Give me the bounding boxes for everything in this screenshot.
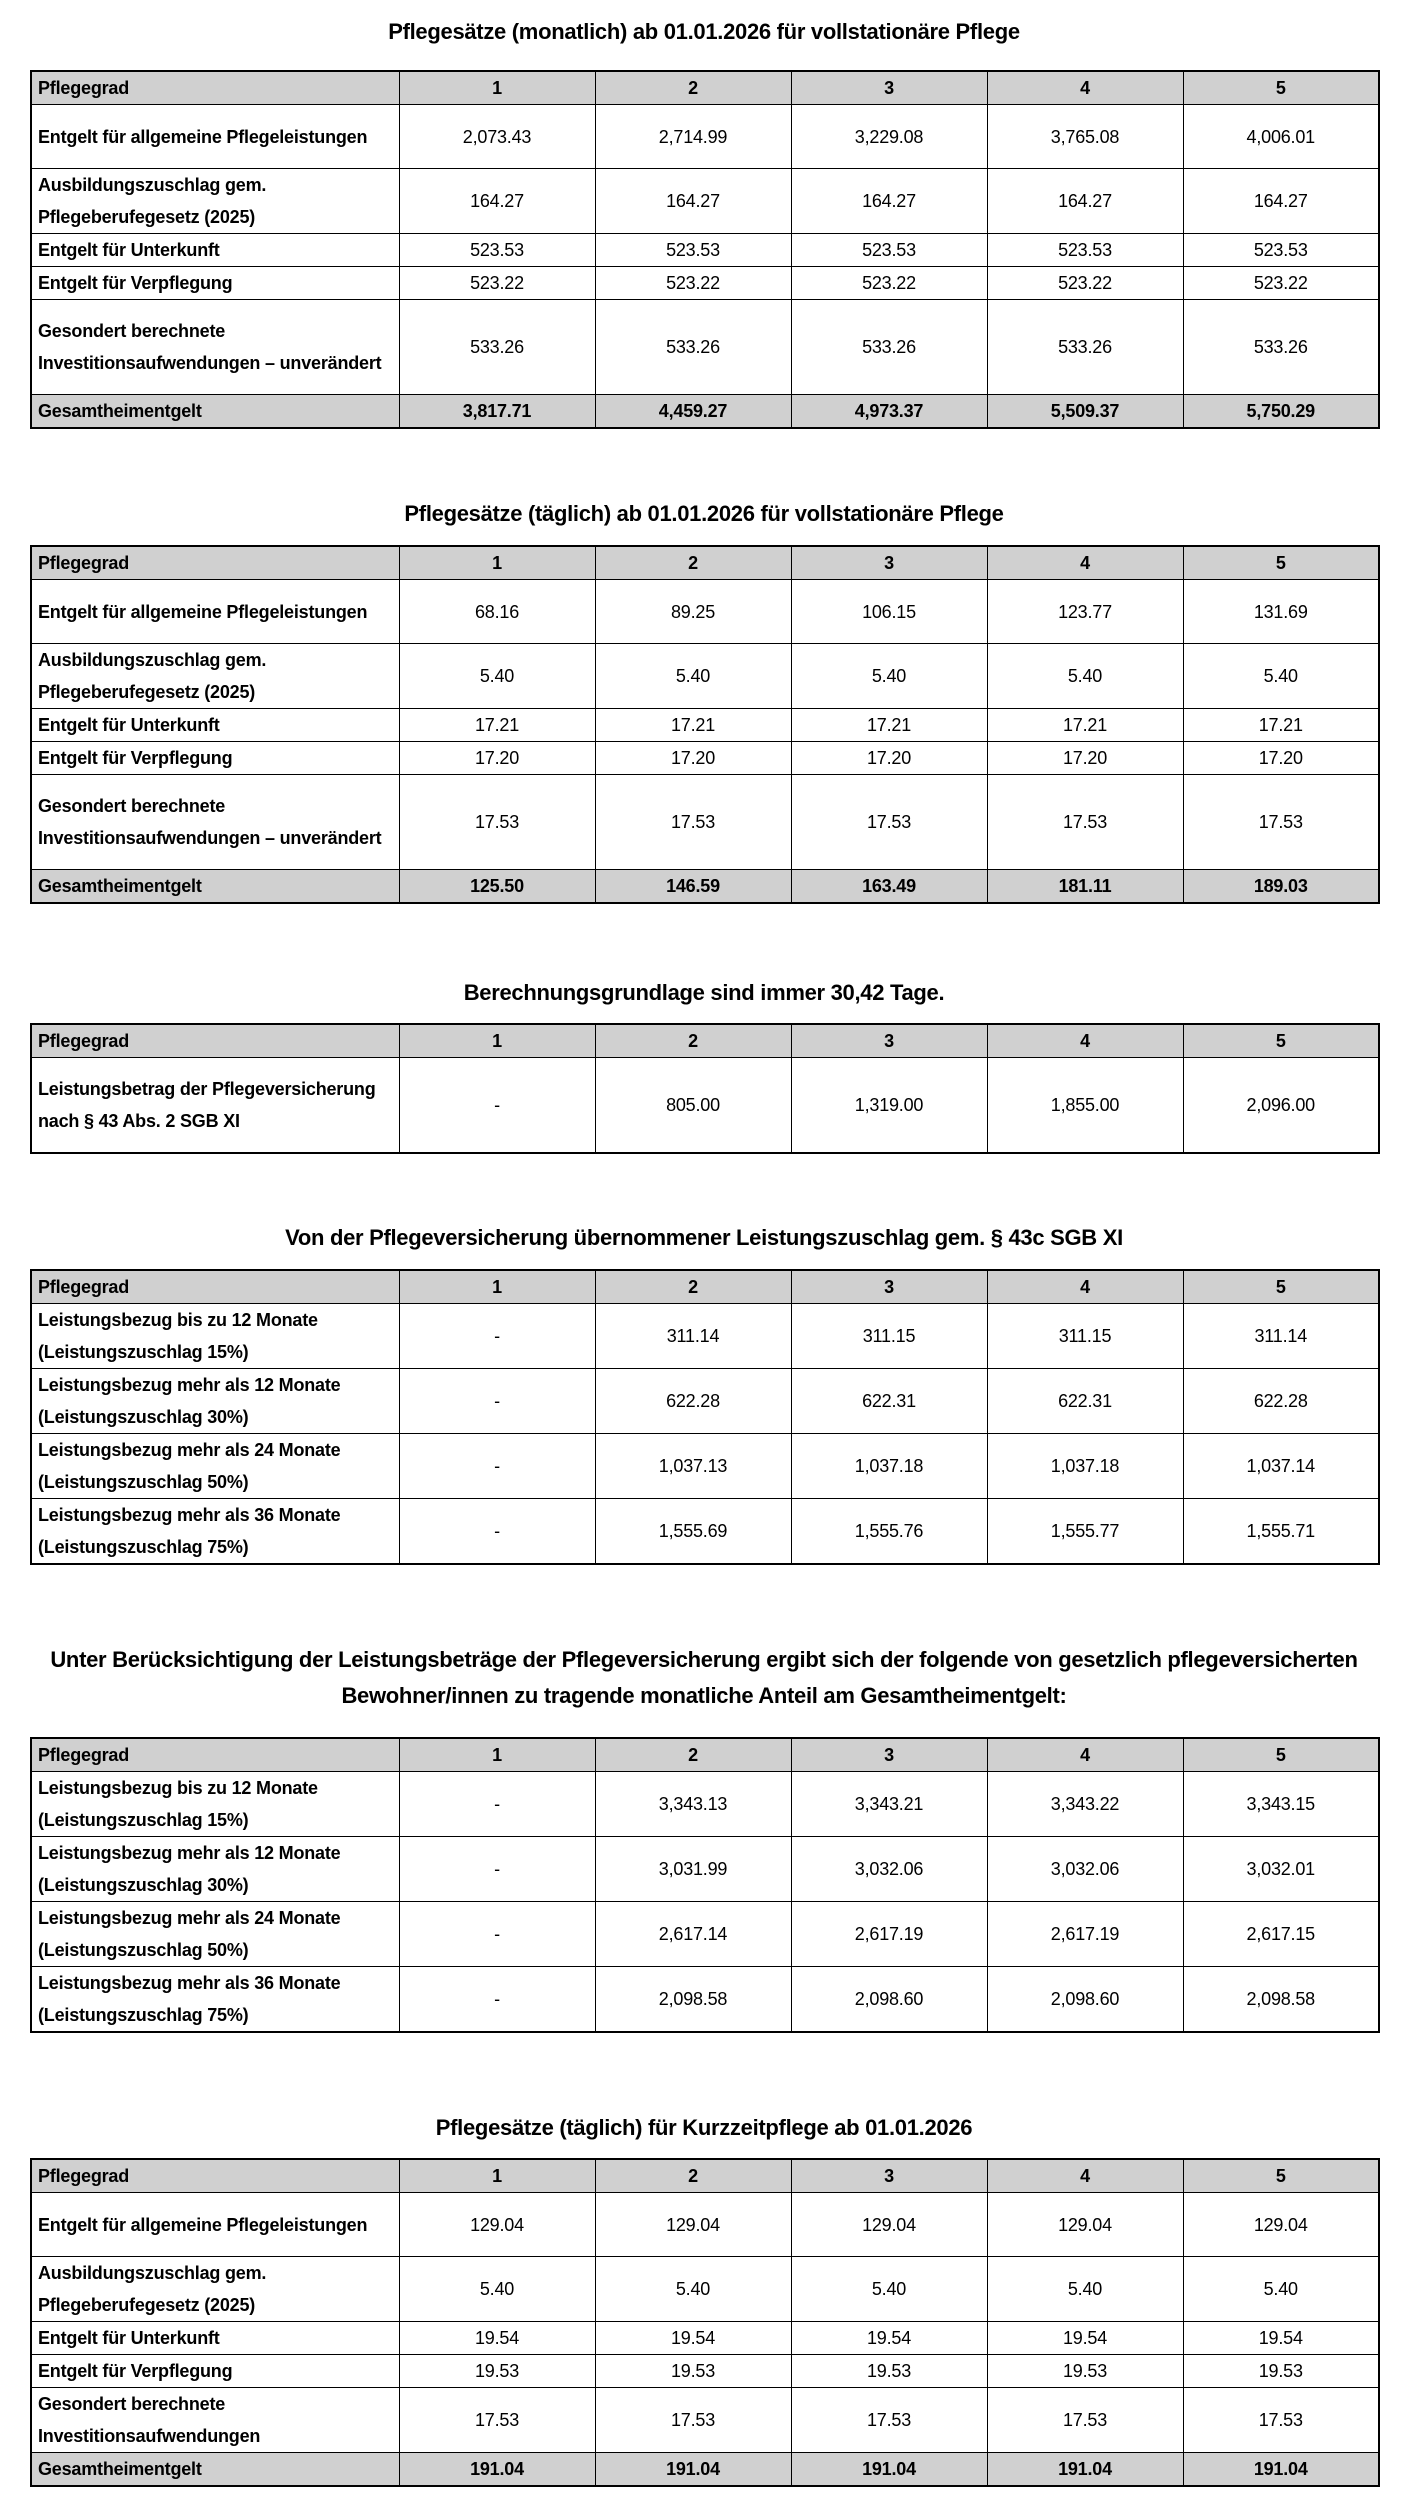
total-label: Gesamtheimentgelt xyxy=(31,870,399,904)
cell-value: 805.00 xyxy=(595,1058,791,1154)
cell-value: 19.54 xyxy=(1183,2322,1379,2355)
header-pflegegrad: Pflegegrad xyxy=(31,71,399,105)
row-label: Gesondert berechnete Investitionsaufwendungen xyxy=(31,2388,399,2453)
cell-value: 533.26 xyxy=(399,300,595,395)
table-benefit-supplement xyxy=(30,1269,1380,1565)
row-label: Leistungsbetrag der Pflegeversicherung nach § 43 Abs. 2 SGB XI xyxy=(31,1058,399,1154)
row-label: Leistungsbezug mehr als 36 Monate (Leistungszuschlag 75%) xyxy=(31,1499,399,1565)
cell-value: 523.53 xyxy=(987,234,1183,267)
header-grade-1: 1 xyxy=(399,546,595,580)
cell-value: 17.53 xyxy=(1183,775,1379,870)
section-title-calculation-basis: Berechnungsgrundlage sind immer 30,42 Tage. xyxy=(463,980,945,1005)
cell-value: 523.22 xyxy=(399,267,595,300)
row-label: Entgelt für Unterkunft xyxy=(31,234,399,267)
row-label: Leistungsbezug mehr als 12 Monate (Leistungszuschlag 30%) xyxy=(31,1369,399,1434)
header-grade-5: 5 xyxy=(1183,1024,1379,1058)
cell-value: 3,229.08 xyxy=(791,105,987,169)
table-row xyxy=(31,300,1379,395)
cell-value: 5.40 xyxy=(399,2257,595,2322)
cell-value: 2,096.00 xyxy=(1183,1058,1379,1154)
table-row xyxy=(31,1369,1379,1434)
table-row xyxy=(31,742,1379,775)
header-grade-1: 1 xyxy=(399,71,595,105)
row-label: Entgelt für Unterkunft xyxy=(31,709,399,742)
cell-value: 622.31 xyxy=(987,1369,1183,1434)
row-label: Gesondert berechnete Investitionsaufwendungen – unverändert xyxy=(31,300,399,395)
cell-value: 5.40 xyxy=(987,644,1183,709)
table-row xyxy=(31,580,1379,644)
table-short-term-care xyxy=(30,2158,1380,2487)
cell-value: 17.20 xyxy=(791,742,987,775)
table-row xyxy=(31,1499,1379,1565)
cell-value: - xyxy=(399,1837,595,1902)
cell-value: 3,032.06 xyxy=(987,1837,1183,1902)
table-header-row xyxy=(31,2159,1379,2193)
cell-value: 2,617.14 xyxy=(595,1902,791,1967)
header-grade-2: 2 xyxy=(595,71,791,105)
section-title-monthly-full-inpatient: Pflegesätze (monatlich) ab 01.01.2026 für vollstationäre Pflege xyxy=(388,19,1020,44)
header-grade-1: 1 xyxy=(399,1270,595,1304)
total-value: 191.04 xyxy=(987,2453,1183,2487)
cell-value: 3,343.21 xyxy=(791,1772,987,1837)
cell-value: 5.40 xyxy=(987,2257,1183,2322)
table-row xyxy=(31,2257,1379,2322)
cell-value: 129.04 xyxy=(1183,2193,1379,2257)
row-label: Entgelt für Verpflegung xyxy=(31,742,399,775)
cell-value: 17.20 xyxy=(1183,742,1379,775)
cell-value: 311.15 xyxy=(791,1304,987,1369)
total-row xyxy=(31,870,1379,904)
table-header-row xyxy=(31,1738,1379,1772)
header-grade-3: 3 xyxy=(791,546,987,580)
cell-value: 3,765.08 xyxy=(987,105,1183,169)
header-grade-5: 5 xyxy=(1183,2159,1379,2193)
cell-value: 2,073.43 xyxy=(399,105,595,169)
table-header-row xyxy=(31,1024,1379,1058)
cell-value: - xyxy=(399,1772,595,1837)
row-label: Leistungsbezug mehr als 24 Monate (Leistungszuschlag 50%) xyxy=(31,1902,399,1967)
cell-value: 3,031.99 xyxy=(595,1837,791,1902)
cell-value: 17.21 xyxy=(1183,709,1379,742)
table-row xyxy=(31,2322,1379,2355)
table-header-row xyxy=(31,546,1379,580)
header-grade-5: 5 xyxy=(1183,1738,1379,1772)
cell-value: 311.15 xyxy=(987,1304,1183,1369)
table-row xyxy=(31,2388,1379,2453)
cell-value: 131.69 xyxy=(1183,580,1379,644)
cell-value: 19.53 xyxy=(595,2355,791,2388)
header-grade-2: 2 xyxy=(595,1270,791,1304)
total-label: Gesamtheimentgelt xyxy=(31,2453,399,2487)
cell-value: 106.15 xyxy=(791,580,987,644)
cell-value: 19.53 xyxy=(399,2355,595,2388)
header-grade-3: 3 xyxy=(791,1024,987,1058)
cell-value: 129.04 xyxy=(987,2193,1183,2257)
cell-value: 17.21 xyxy=(791,709,987,742)
cell-value: 19.54 xyxy=(791,2322,987,2355)
total-value: 163.49 xyxy=(791,870,987,904)
total-value: 191.04 xyxy=(595,2453,791,2487)
header-grade-1: 1 xyxy=(399,2159,595,2193)
header-grade-3: 3 xyxy=(791,1270,987,1304)
total-value: 189.03 xyxy=(1183,870,1379,904)
row-label: Entgelt für allgemeine Pflegeleistungen xyxy=(31,2193,399,2257)
cell-value: 17.53 xyxy=(987,775,1183,870)
cell-value: 622.28 xyxy=(1183,1369,1379,1434)
cell-value: 5.40 xyxy=(791,644,987,709)
cell-value: 2,714.99 xyxy=(595,105,791,169)
cell-value: 17.53 xyxy=(399,2388,595,2453)
row-label: Entgelt für Verpflegung xyxy=(31,267,399,300)
cell-value: 164.27 xyxy=(595,169,791,234)
cell-value: 5.40 xyxy=(791,2257,987,2322)
total-value: 146.59 xyxy=(595,870,791,904)
table-row xyxy=(31,775,1379,870)
cell-value: 17.20 xyxy=(399,742,595,775)
section-title-resident-share: Unter Berücksichtigung der Leistungsbeträge der Pflegeversicherung ergibt sich der folgende von gesetzlich pflegeversicherten Bewohner/innen zu tragende monatliche Anteil am Gesamtheimentgelt: xyxy=(50,1647,1358,1708)
cell-value: 523.22 xyxy=(1183,267,1379,300)
table-row xyxy=(31,1304,1379,1369)
cell-value: 5.40 xyxy=(1183,644,1379,709)
cell-value: 2,098.58 xyxy=(1183,1967,1379,2033)
table-row xyxy=(31,1902,1379,1967)
header-pflegegrad: Pflegegrad xyxy=(31,1024,399,1058)
cell-value: 3,343.15 xyxy=(1183,1772,1379,1837)
cell-value: 17.53 xyxy=(399,775,595,870)
cell-value: 164.27 xyxy=(1183,169,1379,234)
cell-value: - xyxy=(399,1902,595,1967)
cell-value: 164.27 xyxy=(399,169,595,234)
cell-value: 3,343.22 xyxy=(987,1772,1183,1837)
section-title-short-term-care: Pflegesätze (täglich) für Kurzzeitpflege ab 01.01.2026 xyxy=(435,2115,973,2140)
cell-value: 129.04 xyxy=(399,2193,595,2257)
table-header-row xyxy=(31,71,1379,105)
table-resident-share xyxy=(30,1737,1380,2033)
cell-value: 1,555.69 xyxy=(595,1499,791,1565)
cell-value: - xyxy=(399,1058,595,1154)
cell-value: 523.53 xyxy=(791,234,987,267)
cell-value: 5.40 xyxy=(399,644,595,709)
cell-value: 19.54 xyxy=(595,2322,791,2355)
total-value: 5,750.29 xyxy=(1183,395,1379,429)
row-label: Ausbildungszuschlag gem. Pflegeberufegesetz (2025) xyxy=(31,2257,399,2322)
row-label: Leistungsbezug mehr als 24 Monate (Leistungszuschlag 50%) xyxy=(31,1434,399,1499)
header-grade-3: 3 xyxy=(791,1738,987,1772)
table-row xyxy=(31,1837,1379,1902)
total-row xyxy=(31,2453,1379,2487)
cell-value: 1,555.76 xyxy=(791,1499,987,1565)
header-grade-2: 2 xyxy=(595,1738,791,1772)
cell-value: 533.26 xyxy=(595,300,791,395)
cell-value: 1,037.13 xyxy=(595,1434,791,1499)
cell-value: 1,855.00 xyxy=(987,1058,1183,1154)
cell-value: 89.25 xyxy=(595,580,791,644)
row-label: Gesondert berechnete Investitionsaufwendungen – unverändert xyxy=(31,775,399,870)
row-label: Entgelt für allgemeine Pflegeleistungen xyxy=(31,580,399,644)
header-pflegegrad: Pflegegrad xyxy=(31,2159,399,2193)
total-value: 4,973.37 xyxy=(791,395,987,429)
cell-value: 5.40 xyxy=(595,644,791,709)
cell-value: 311.14 xyxy=(1183,1304,1379,1369)
cell-value: 17.53 xyxy=(791,2388,987,2453)
cell-value: 164.27 xyxy=(791,169,987,234)
cell-value: 1,037.18 xyxy=(987,1434,1183,1499)
cell-value: 129.04 xyxy=(595,2193,791,2257)
cell-value: 5.40 xyxy=(595,2257,791,2322)
total-value: 125.50 xyxy=(399,870,595,904)
total-value: 5,509.37 xyxy=(987,395,1183,429)
table-row xyxy=(31,1058,1379,1154)
cell-value: 17.21 xyxy=(399,709,595,742)
cell-value: 19.53 xyxy=(1183,2355,1379,2388)
cell-value: 19.53 xyxy=(791,2355,987,2388)
cell-value: 3,032.01 xyxy=(1183,1837,1379,1902)
cell-value: 1,555.77 xyxy=(987,1499,1183,1565)
table-row xyxy=(31,2355,1379,2388)
header-grade-1: 1 xyxy=(399,1024,595,1058)
cell-value: 68.16 xyxy=(399,580,595,644)
row-label: Leistungsbezug mehr als 36 Monate (Leistungszuschlag 75%) xyxy=(31,1967,399,2033)
cell-value: 19.54 xyxy=(399,2322,595,2355)
total-value: 191.04 xyxy=(791,2453,987,2487)
cell-value: - xyxy=(399,1499,595,1565)
cell-value: 17.53 xyxy=(595,2388,791,2453)
total-value: 191.04 xyxy=(1183,2453,1379,2487)
table-row xyxy=(31,105,1379,169)
section-title-benefit-supplement: Von der Pflegeversicherung übernommener Leistungszuschlag gem. § 43c SGB XI xyxy=(285,1225,1123,1250)
cell-value: 1,319.00 xyxy=(791,1058,987,1154)
header-grade-4: 4 xyxy=(987,2159,1183,2193)
row-label: Ausbildungszuschlag gem. Pflegeberufegesetz (2025) xyxy=(31,169,399,234)
header-grade-4: 4 xyxy=(987,546,1183,580)
cell-value: 622.28 xyxy=(595,1369,791,1434)
header-grade-4: 4 xyxy=(987,1738,1183,1772)
cell-value: 2,098.60 xyxy=(987,1967,1183,2033)
cell-value: 523.22 xyxy=(595,267,791,300)
cell-value: 3,343.13 xyxy=(595,1772,791,1837)
cell-value: 17.20 xyxy=(987,742,1183,775)
total-row xyxy=(31,395,1379,429)
cell-value: 533.26 xyxy=(1183,300,1379,395)
row-label: Leistungsbezug bis zu 12 Monate (Leistungszuschlag 15%) xyxy=(31,1772,399,1837)
header-pflegegrad: Pflegegrad xyxy=(31,1270,399,1304)
cell-value: 123.77 xyxy=(987,580,1183,644)
header-grade-2: 2 xyxy=(595,2159,791,2193)
cell-value: 523.53 xyxy=(399,234,595,267)
cell-value: 1,037.14 xyxy=(1183,1434,1379,1499)
total-value: 191.04 xyxy=(399,2453,595,2487)
header-pflegegrad: Pflegegrad xyxy=(31,1738,399,1772)
header-pflegegrad: Pflegegrad xyxy=(31,546,399,580)
header-grade-2: 2 xyxy=(595,1024,791,1058)
cell-value: 311.14 xyxy=(595,1304,791,1369)
cell-value: 523.22 xyxy=(987,267,1183,300)
table-row xyxy=(31,1772,1379,1837)
cell-value: 164.27 xyxy=(987,169,1183,234)
table-row xyxy=(31,709,1379,742)
cell-value: 2,617.19 xyxy=(987,1902,1183,1967)
cell-value: - xyxy=(399,1967,595,2033)
cell-value: 19.53 xyxy=(987,2355,1183,2388)
cell-value: - xyxy=(399,1369,595,1434)
row-label: Leistungsbezug mehr als 12 Monate (Leistungszuschlag 30%) xyxy=(31,1837,399,1902)
row-label: Leistungsbezug bis zu 12 Monate (Leistungszuschlag 15%) xyxy=(31,1304,399,1369)
header-grade-3: 3 xyxy=(791,2159,987,2193)
row-label: Ausbildungszuschlag gem. Pflegeberufegesetz (2025) xyxy=(31,644,399,709)
cell-value: 2,098.58 xyxy=(595,1967,791,2033)
cell-value: 2,617.15 xyxy=(1183,1902,1379,1967)
table-row xyxy=(31,1434,1379,1499)
cell-value: 17.53 xyxy=(595,775,791,870)
cell-value: 17.53 xyxy=(791,775,987,870)
total-label: Gesamtheimentgelt xyxy=(31,395,399,429)
cell-value: 129.04 xyxy=(791,2193,987,2257)
cell-value: 17.53 xyxy=(987,2388,1183,2453)
cell-value: 3,032.06 xyxy=(791,1837,987,1902)
section-title-daily-full-inpatient: Pflegesätze (täglich) ab 01.01.2026 für vollstationäre Pflege xyxy=(404,501,1004,526)
cell-value: 1,037.18 xyxy=(791,1434,987,1499)
header-grade-4: 4 xyxy=(987,71,1183,105)
table-row xyxy=(31,234,1379,267)
row-label: Entgelt für allgemeine Pflegeleistungen xyxy=(31,105,399,169)
cell-value: 2,098.60 xyxy=(791,1967,987,2033)
header-grade-3: 3 xyxy=(791,71,987,105)
row-label: Entgelt für Verpflegung xyxy=(31,2355,399,2388)
cell-value: 523.53 xyxy=(1183,234,1379,267)
cell-value: - xyxy=(399,1304,595,1369)
table-daily-full-inpatient xyxy=(30,545,1380,904)
cell-value: 533.26 xyxy=(791,300,987,395)
cell-value: 2,617.19 xyxy=(791,1902,987,1967)
cell-value: 17.21 xyxy=(595,709,791,742)
cell-value: - xyxy=(399,1434,595,1499)
cell-value: 5.40 xyxy=(1183,2257,1379,2322)
cell-value: 17.53 xyxy=(1183,2388,1379,2453)
header-grade-4: 4 xyxy=(987,1024,1183,1058)
header-grade-5: 5 xyxy=(1183,71,1379,105)
table-row xyxy=(31,644,1379,709)
table-insurance-benefit xyxy=(30,1023,1380,1154)
table-header-row xyxy=(31,1270,1379,1304)
cell-value: 1,555.71 xyxy=(1183,1499,1379,1565)
table-row xyxy=(31,169,1379,234)
header-grade-1: 1 xyxy=(399,1738,595,1772)
header-grade-5: 5 xyxy=(1183,546,1379,580)
table-monthly-full-inpatient xyxy=(30,70,1380,429)
cell-value: 622.31 xyxy=(791,1369,987,1434)
cell-value: 523.53 xyxy=(595,234,791,267)
row-label: Entgelt für Unterkunft xyxy=(31,2322,399,2355)
table-row xyxy=(31,1967,1379,2033)
cell-value: 17.21 xyxy=(987,709,1183,742)
cell-value: 4,006.01 xyxy=(1183,105,1379,169)
cell-value: 523.22 xyxy=(791,267,987,300)
total-value: 3,817.71 xyxy=(399,395,595,429)
table-row xyxy=(31,267,1379,300)
header-grade-5: 5 xyxy=(1183,1270,1379,1304)
table-row xyxy=(31,2193,1379,2257)
cell-value: 19.54 xyxy=(987,2322,1183,2355)
total-value: 181.11 xyxy=(987,870,1183,904)
header-grade-2: 2 xyxy=(595,546,791,580)
total-value: 4,459.27 xyxy=(595,395,791,429)
cell-value: 17.20 xyxy=(595,742,791,775)
header-grade-4: 4 xyxy=(987,1270,1183,1304)
cell-value: 533.26 xyxy=(987,300,1183,395)
